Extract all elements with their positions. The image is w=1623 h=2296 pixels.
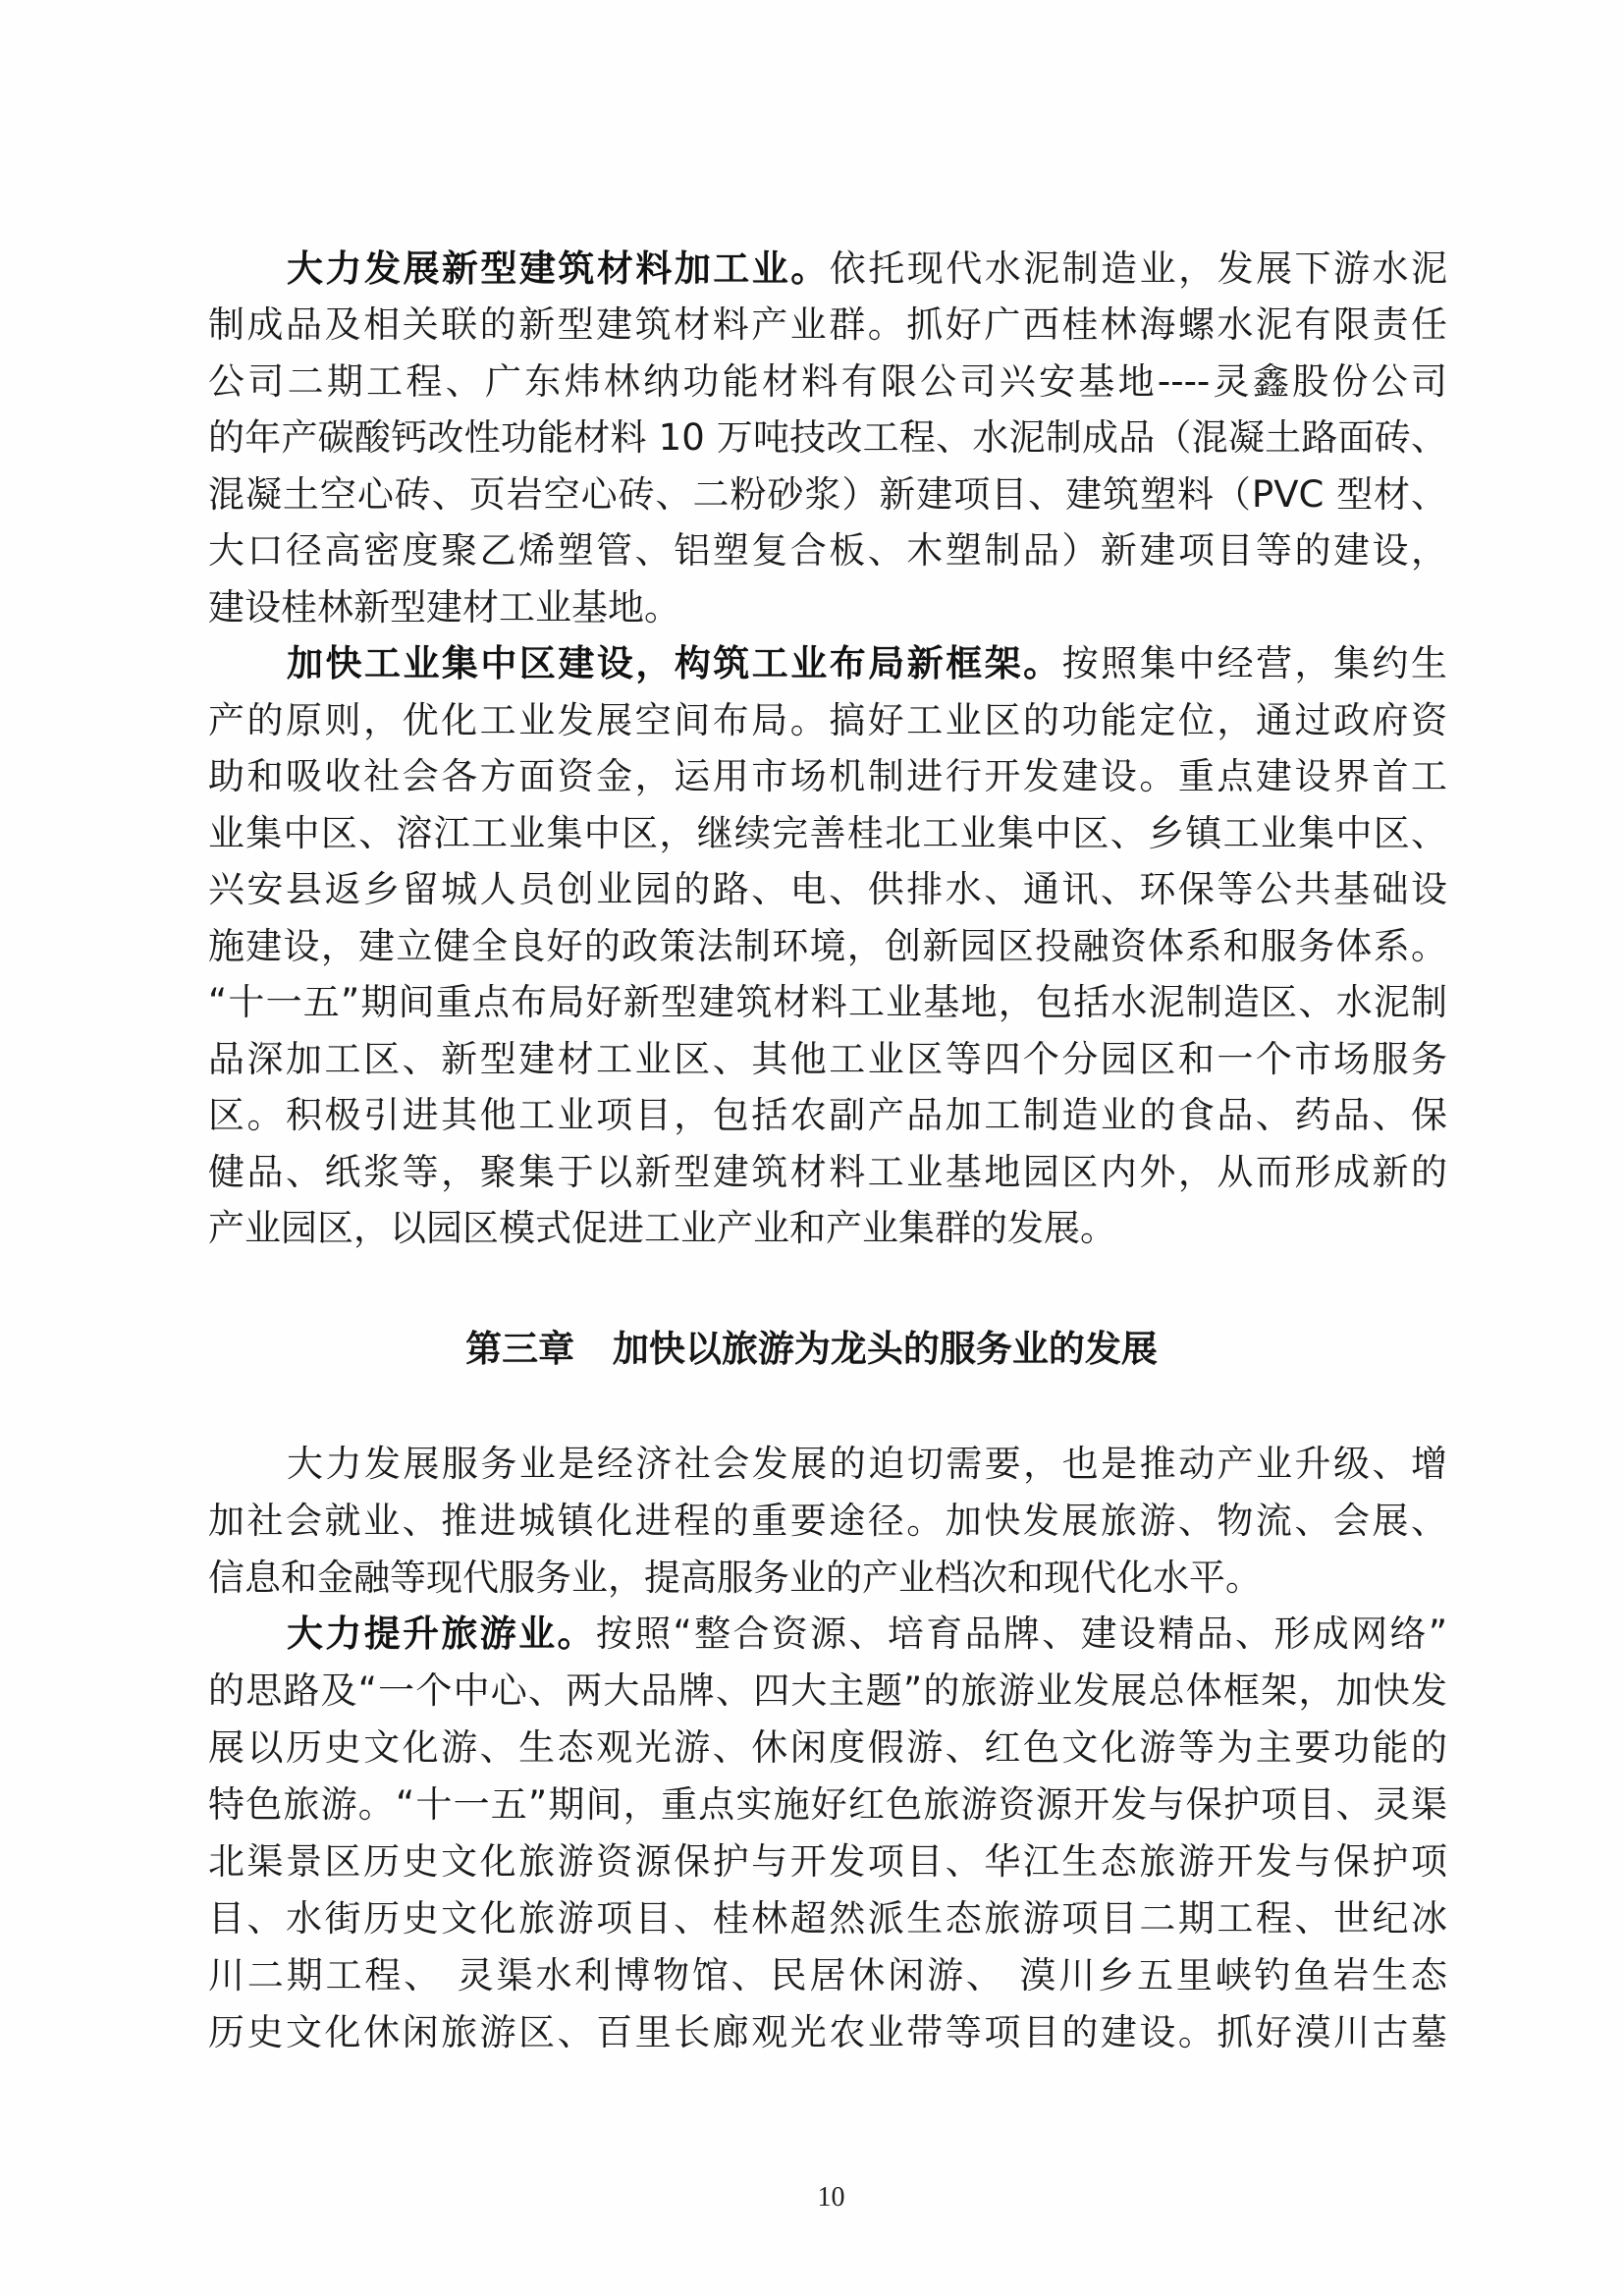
paragraph-line [287, 642, 1447, 685]
paragraph-line: 川二期工程、 灵渠水利博物馆、民居休闲游、 漠川乡五里峡钓鱼岩生态 [208, 1954, 1447, 1996]
paragraph-lead-heading: 大力发展新型建筑材料加工业。 [287, 247, 830, 290]
paragraph-line: 品深加工区、新型建材工业区、其他工业区等四个分园区和一个市场服务 [208, 1038, 1447, 1080]
paragraph-line: 的年产碳酸钙改性功能材料 10 万吨技改工程、水泥制成品（混凝土路面砖、 [208, 416, 1447, 459]
paragraph-line: 信息和金融等现代服务业，提高服务业的产业档次和现代化水平。 [208, 1557, 1262, 1599]
paragraph-line: “十一五”期间重点布局好新型建筑材料工业基地，包括水泥制造区、水泥制 [208, 981, 1447, 1023]
paragraph-line: 加社会就业、推进城镇化进程的重要途径。加快发展旅游、物流、会展、 [208, 1500, 1447, 1542]
paragraph-line: 目、水街历史文化旅游项目、桂林超然派生态旅游项目二期工程、世纪冰 [208, 1897, 1447, 1940]
paragraph-line: 健品、纸浆等，聚集于以新型建筑材料工业基地园区内外，从而形成新的 [208, 1151, 1447, 1193]
paragraph-line: 施建设，建立健全良好的政策法制环境，创新园区投融资体系和服务体系。 [208, 925, 1447, 967]
paragraph-lead-heading: 大力提升旅游业。 [287, 1613, 596, 1655]
paragraph-line: 历史文化休闲旅游区、百里长廊观光农业带等项目的建设。抓好漠川古墓 [208, 2011, 1447, 2053]
paragraph-text: 按照集中经营，集约生 [1061, 642, 1448, 684]
paragraph-line: 公司二期工程、广东炜林纳功能材料有限公司兴安基地----灵鑫股份公司 [208, 360, 1447, 403]
paragraph-line [287, 1613, 1447, 1656]
paragraph-line: 建设桂林新型建材工业基地。 [208, 586, 680, 629]
paragraph-line: 产的原则，优化工业发展空间布局。搞好工业区的功能定位，通过政府资 [208, 699, 1447, 741]
paragraph-line: 北渠景区历史文化旅游资源保护与开发项目、华江生态旅游开发与保护项 [208, 1840, 1447, 1883]
paragraph-line: 产业园区，以园区模式促进工业产业和产业集群的发展。 [208, 1207, 1116, 1249]
page-number: 10 [817, 2182, 845, 2213]
paragraph-line: 的思路及“一个中心、两大品牌、四大主题”的旅游业发展总体框架，加快发 [208, 1669, 1447, 1712]
paragraph-line: 助和吸收社会各方面资金，运用市场机制进行开发建设。重点建设界首工 [208, 755, 1447, 797]
paragraph-line [287, 247, 1447, 291]
paragraph-line: 制成品及相关联的新型建筑材料产业群。抓好广西桂林海螺水泥有限责任 [208, 303, 1447, 346]
paragraph-line: 大口径高密度聚乙烯塑管、铝塑复合板、木塑制品）新建项目等的建设， [208, 529, 1447, 572]
paragraph-text: 按照“整合资源、培育品牌、建设精品、形成网络” [595, 1613, 1447, 1655]
chapter-heading: 第三章 加快以旅游为龙头的服务业的发展 [465, 1328, 1158, 1370]
paragraph-line: 区。积极引进其他工业项目，包括农副产品加工制造业的食品、药品、保 [208, 1094, 1447, 1136]
paragraph-line: 展以历史文化游、生态观光游、休闲度假游、红色文化游等为主要功能的 [208, 1726, 1447, 1769]
paragraph-line: 业集中区、溶江工业集中区，继续完善桂北工业集中区、乡镇工业集中区、 [208, 812, 1447, 854]
paragraph-line: 特色旅游。“十一五”期间，重点实施好红色旅游资源开发与保护项目、灵渠 [208, 1783, 1447, 1826]
paragraph-lead-heading: 加快工业集中区建设，构筑工业布局新框架。 [287, 642, 1062, 684]
paragraph-line: 兴安县返乡留城人员创业园的路、电、供排水、通讯、环保等公共基础设 [208, 868, 1447, 910]
paragraph-line: 大力发展服务业是经济社会发展的迫切需要，也是推动产业升级、增 [287, 1443, 1447, 1485]
paragraph-line: 混凝土空心砖、页岩空心砖、二粉砂浆）新建项目、建筑塑料（PVC 型材、 [208, 473, 1447, 516]
paragraph-text: 依托现代水泥制造业，发展下游水泥 [829, 247, 1448, 290]
